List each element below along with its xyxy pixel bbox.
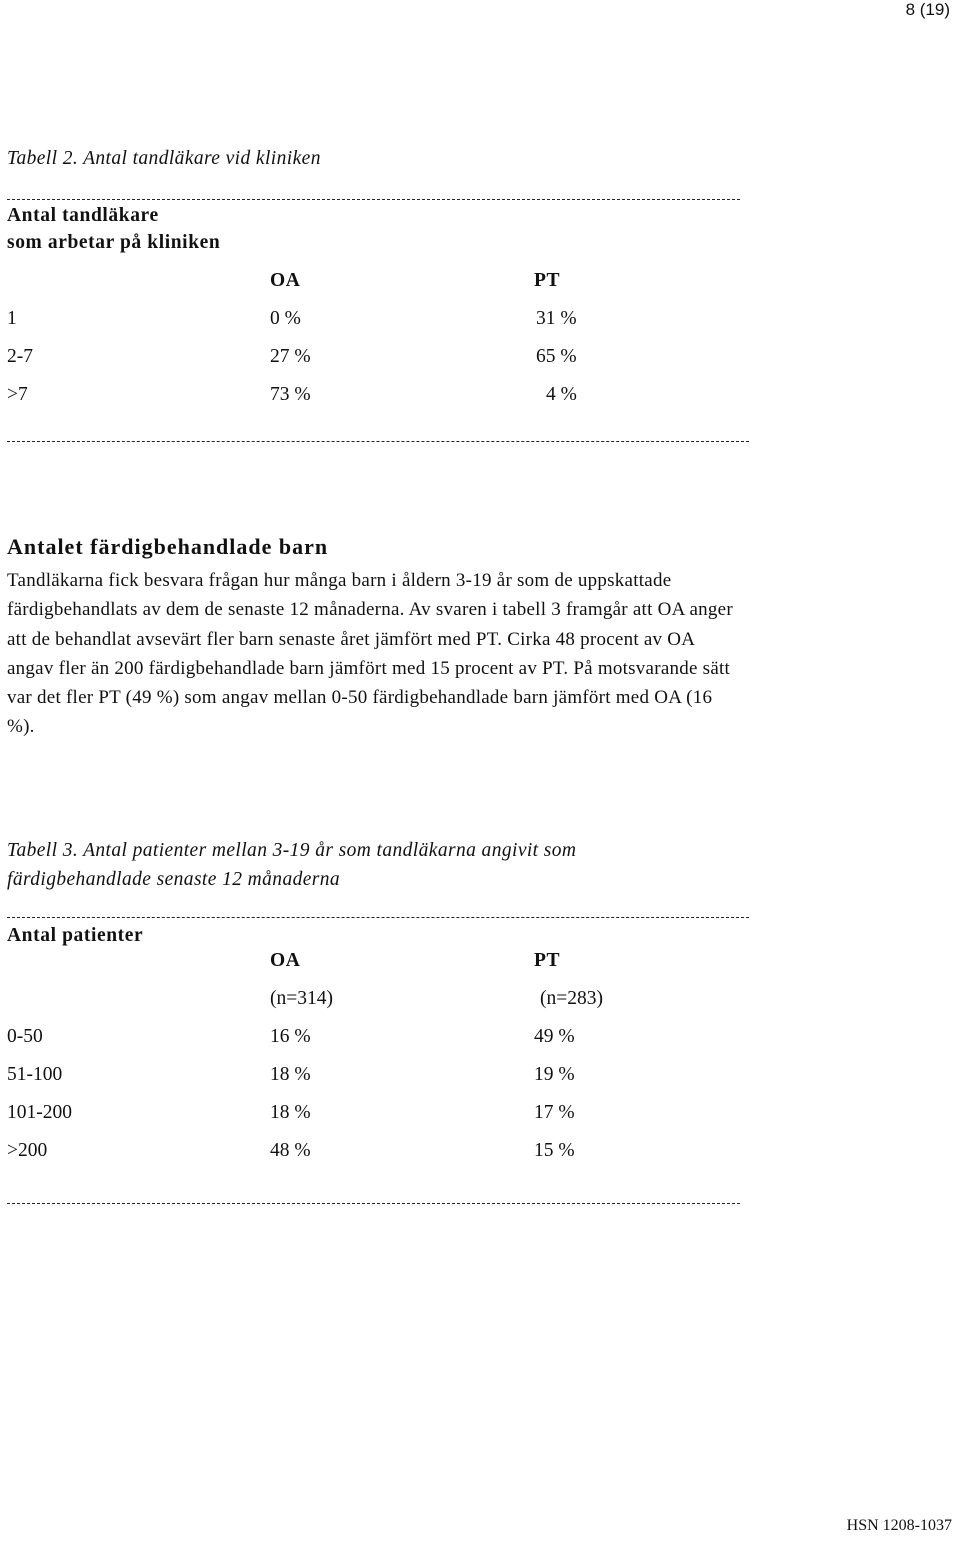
table3-bottom-rule: [7, 1203, 740, 1204]
table3-caption-line1: Tabell 3. Antal patienter mellan 3-19 år som tandläkarna angivit som: [7, 840, 577, 861]
table2-row-label: 2-7: [7, 346, 33, 367]
table3-row-pt: 49 %: [534, 1026, 575, 1047]
table3-row-oa: 48 %: [270, 1140, 311, 1161]
table2-row-pt: 65 %: [536, 346, 577, 367]
table3-row-label: 0-50: [7, 1026, 43, 1047]
page-number: 8 (19): [905, 0, 950, 19]
table3-row-oa: 18 %: [270, 1102, 311, 1123]
table3-row-pt: 19 %: [534, 1064, 575, 1085]
table2-col-oa: OA: [270, 270, 301, 291]
table2-bottom-rule: [7, 441, 749, 442]
table3-top-rule: [7, 917, 749, 918]
table3-row-label: 101-200: [7, 1102, 72, 1123]
section-heading: Antalet färdigbehandlade barn: [7, 534, 329, 559]
table3-n-pt: (n=283): [540, 988, 603, 1009]
table3-header: Antal patienter: [7, 925, 144, 946]
table3-row-label: 51-100: [7, 1064, 63, 1085]
table3-row-oa: 18 %: [270, 1064, 311, 1085]
table3-col-pt: PT: [534, 950, 561, 971]
table2-row-label: 1: [7, 308, 17, 329]
table2-row-pt: 31 %: [536, 308, 577, 329]
section-body-text: Tandläkarna fick besvara frågan hur många barn i åldern 3-19 år som de uppskattade färdigbehandlats av dem de senaste 12 månaderna. Av svaren i tabell 3 framgår att OA anger att de behandlat avsevärt fler barn senaste året jämfört med PT. Cirka 48 procent av OA angav fler än 200 färdigbehandlade barn jämfört med 15 procent av PT. På motsvarande sätt var det fler PT (49 %) som angav mellan 0-50 färdigbehandlade barn jämfört med OA (16 %).: [7, 570, 733, 738]
table3-row-pt: 15 %: [534, 1140, 575, 1161]
table3-n-oa: (n=314): [270, 988, 333, 1009]
table2-row-label: >7: [7, 384, 28, 405]
table2-col-pt: PT: [534, 270, 561, 291]
table3-caption-line2: färdigbehandlade senaste 12 månaderna: [7, 869, 341, 890]
footer-document-id: HSN 1208-1037: [846, 1517, 952, 1534]
table3-col-oa: OA: [270, 950, 301, 971]
table2-row-oa: 0 %: [270, 308, 301, 329]
table3-row-label: >200: [7, 1140, 48, 1161]
table2-header-line2: som arbetar på kliniken: [7, 232, 221, 253]
table3-row-pt: 17 %: [534, 1102, 575, 1123]
table2-row-oa: 73 %: [270, 384, 311, 405]
table2-row-oa: 27 %: [270, 346, 311, 367]
table2-header-line1: Antal tandläkare: [7, 205, 159, 226]
table2-row-pt: 4 %: [546, 384, 577, 405]
table2-caption: Tabell 2. Antal tandläkare vid kliniken: [7, 148, 321, 169]
table3-row-oa: 16 %: [270, 1026, 311, 1047]
table2-top-rule: [7, 199, 740, 200]
